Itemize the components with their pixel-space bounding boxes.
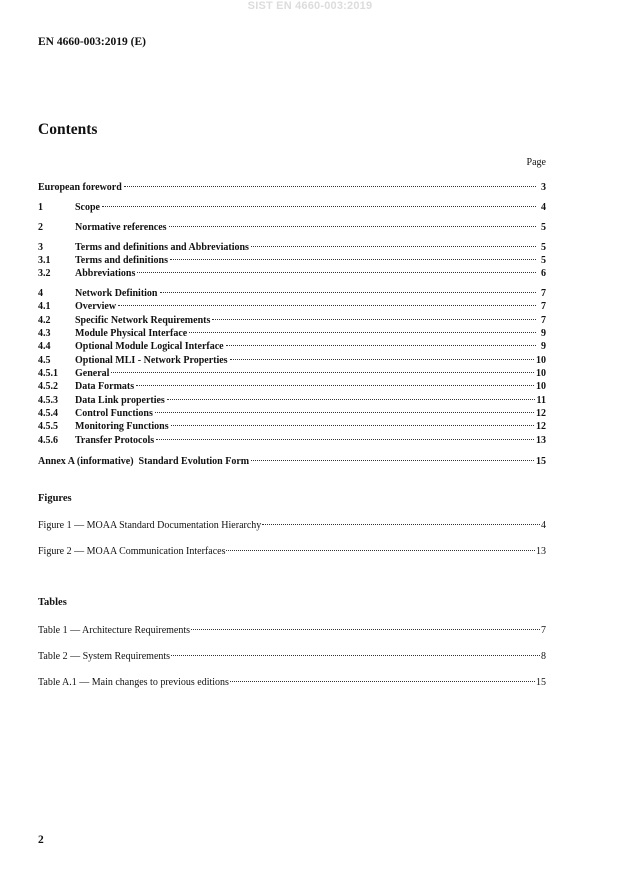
toc-entry-number: 4.4: [38, 341, 51, 352]
toc-entry-number: 3: [38, 242, 43, 253]
toc-entry-page: 13: [536, 435, 546, 446]
toc-entry-page: 12: [536, 421, 546, 432]
dot-leader: [251, 246, 536, 247]
dot-leader: [171, 655, 540, 656]
toc-entry-label: Terms and definitions: [75, 255, 168, 266]
toc-entry-page: 6: [541, 268, 546, 279]
toc-entry[interactable]: [38, 254, 546, 267]
toc-entry-number: 4.5: [38, 355, 51, 366]
dot-leader: [136, 385, 534, 386]
toc-entry-number: 1: [38, 202, 43, 213]
toc-entry-number: 4.5.5: [38, 421, 58, 432]
dot-leader: [118, 305, 536, 306]
dot-leader: [251, 460, 534, 461]
toc-entry-page: 4: [541, 202, 546, 213]
table-entry-label: Table 1 — Architecture Requirements: [38, 625, 191, 636]
toc-entry-label: Terms and definitions and Abbreviations: [75, 242, 249, 253]
dot-leader: [124, 186, 536, 187]
toc-entry-label: Monitoring Functions: [75, 421, 169, 432]
toc-entry-page: 9: [541, 328, 546, 339]
toc-entry-label: Abbreviations: [75, 268, 136, 279]
dot-leader: [156, 439, 534, 440]
toc-entry-page: 5: [541, 242, 546, 253]
toc-entry-page: 7: [541, 288, 546, 299]
toc-entry-label: Data Formats: [75, 381, 135, 392]
table-entry-page: 7: [541, 625, 546, 636]
toc-entry-number: 4.5.1: [38, 368, 58, 379]
dot-leader: [189, 332, 536, 333]
page-number: 2: [38, 834, 44, 846]
toc-entry[interactable]: [38, 201, 546, 214]
figure-entry[interactable]: [38, 545, 546, 558]
toc-entry[interactable]: [38, 455, 546, 468]
toc-entry-number: 3.1: [38, 255, 51, 266]
toc-entry-label: Data Link properties: [75, 395, 165, 406]
toc-entry[interactable]: [38, 327, 546, 340]
toc-entry-page: 10: [536, 355, 546, 366]
toc-entry[interactable]: [38, 241, 546, 254]
dot-leader: [230, 681, 535, 682]
toc-entry[interactable]: [38, 420, 546, 433]
toc-entry-label: Scope: [75, 202, 100, 213]
toc-entry-label: Normative references: [75, 222, 167, 233]
toc-entry-label: Control Functions: [75, 408, 153, 419]
table-entry-label: Table 2 — System Requirements: [38, 651, 171, 662]
figures-heading: Figures: [38, 493, 72, 504]
toc-entry[interactable]: [38, 300, 546, 313]
toc-entry-number: 4.5.6: [38, 435, 58, 446]
figure-entry-label: Figure 1 — MOAA Standard Documentation Hierarchy: [38, 520, 262, 531]
tables-heading: Tables: [38, 597, 67, 608]
dot-leader: [171, 425, 534, 426]
watermark: SIST EN 4660-003:2019: [247, 0, 373, 12]
toc-entry-page: 10: [536, 368, 546, 379]
toc-entry-label: Annex A (informative) Standard Evolution Form: [38, 456, 250, 467]
toc-entry-number: 4.5.4: [38, 408, 58, 419]
contents-title: Contents: [38, 121, 98, 138]
toc-entry[interactable]: [38, 367, 546, 380]
toc-entry-label: Specific Network Requirements: [75, 315, 211, 326]
toc-entry[interactable]: [38, 181, 546, 194]
dot-leader: [262, 524, 540, 525]
toc-entry-page: 11: [536, 395, 546, 406]
dot-leader: [111, 372, 534, 373]
toc-entry[interactable]: [38, 267, 546, 280]
table-entry-page: 15: [536, 677, 546, 688]
toc-entry[interactable]: [38, 354, 546, 367]
toc-entry-label: Network Definition: [75, 288, 158, 299]
table-entry-page: 8: [541, 651, 546, 662]
toc-entry[interactable]: [38, 340, 546, 353]
table-entry[interactable]: [38, 624, 546, 637]
table-entry-label: Table A.1 — Main changes to previous editions: [38, 677, 229, 688]
toc-entry-page: 3: [541, 182, 546, 193]
toc-entry-number: 4.1: [38, 301, 51, 312]
toc-entry[interactable]: [38, 314, 546, 327]
dot-leader: [226, 550, 535, 551]
figure-entry[interactable]: [38, 519, 546, 532]
dot-leader: [137, 272, 536, 273]
toc-entry-page: 7: [541, 315, 546, 326]
toc-entry-label: Overview: [75, 301, 117, 312]
toc-entry-page: 10: [536, 381, 546, 392]
dot-leader: [226, 345, 536, 346]
dot-leader: [191, 629, 540, 630]
dot-leader: [102, 206, 536, 207]
table-entry[interactable]: [38, 676, 546, 689]
toc-entry-label: Optional Module Logical Interface: [75, 341, 224, 352]
toc-entry-number: 4.5.3: [38, 395, 58, 406]
dot-leader: [167, 399, 535, 400]
toc-entry-number: 4.3: [38, 328, 51, 339]
toc-entry-label: Optional MLI - Network Properties: [75, 355, 228, 366]
toc-entry[interactable]: [38, 380, 546, 393]
toc-entry-number: 4: [38, 288, 43, 299]
dot-leader: [170, 259, 536, 260]
toc-entry-label: European foreword: [38, 182, 122, 193]
toc-entry[interactable]: [38, 287, 546, 300]
toc-entry-page: 15: [536, 456, 546, 467]
toc-entry-number: 2: [38, 222, 43, 233]
page-column-label: Page: [526, 157, 546, 168]
dot-leader: [169, 226, 536, 227]
toc-entry[interactable]: [38, 221, 546, 234]
toc-entry-number: 3.2: [38, 268, 51, 279]
toc-entry-label: General: [75, 368, 110, 379]
figure-entry-label: Figure 2 — MOAA Communication Interfaces: [38, 546, 226, 557]
document-id: EN 4660-003:2019 (E): [38, 36, 146, 48]
toc-entry[interactable]: [38, 407, 546, 420]
dot-leader: [212, 319, 536, 320]
toc-entry-label: Module Physical Interface: [75, 328, 188, 339]
table-entry[interactable]: [38, 650, 546, 663]
toc-entry-number: 4.5.2: [38, 381, 58, 392]
toc-entry-page: 7: [541, 301, 546, 312]
dot-leader: [155, 412, 534, 413]
toc-entry-label: Transfer Protocols: [75, 435, 155, 446]
toc-entry[interactable]: [38, 394, 546, 407]
figure-entry-page: 4: [541, 520, 546, 531]
dot-leader: [160, 292, 537, 293]
toc-entry-page: 5: [541, 255, 546, 266]
toc-entry-page: 12: [536, 408, 546, 419]
toc-entry-number: 4.2: [38, 315, 51, 326]
figure-entry-page: 13: [536, 546, 546, 557]
toc-entry-page: 5: [541, 222, 546, 233]
dot-leader: [230, 359, 534, 360]
toc-entry-page: 9: [541, 341, 546, 352]
toc-entry[interactable]: [38, 434, 546, 447]
